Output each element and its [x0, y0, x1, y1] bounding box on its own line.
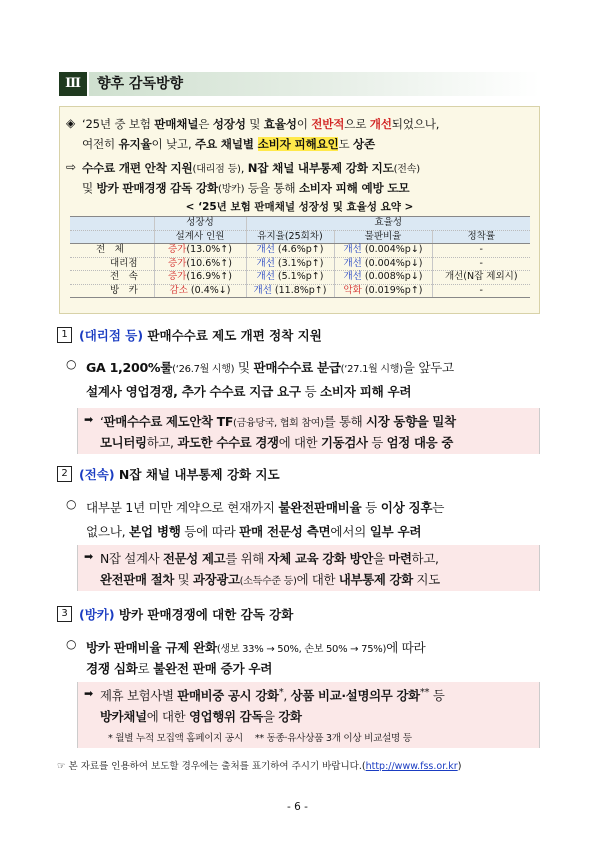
row-label: 대리점 — [70, 257, 154, 271]
arrow-icon: ➡ — [84, 413, 94, 426]
page-number: - 6 - — [287, 801, 308, 813]
group-header-efficiency: 효율성 — [246, 217, 530, 231]
action-line-1: ‘판매수수료 제도안착 TF(금융당국, 협회 참여)를 통해 시장 동향을 밀착 — [100, 414, 456, 429]
column-header: 물판비율 — [334, 230, 432, 244]
column-header: 정착률 — [432, 230, 530, 244]
table-row: 전 체 증가(13.0%↑) 개선 (4.6%p↑) 개선 (0.004%p↓) - — [70, 244, 530, 258]
row-label: 방 카 — [70, 284, 154, 298]
pointing-hand-icon: ☞ — [57, 761, 66, 772]
fss-website-link[interactable]: http://www.fss.or.kr — [365, 761, 458, 772]
item-2-paragraph-line-2: 없으나, 본업 병행 등에 따라 판매 전문성 측면에서의 일부 우려 — [86, 524, 422, 539]
item-1-paragraph-line-2: 설계사 영업경쟁, 추가 수수료 지급 요구 등 소비자 피해 우려 — [86, 384, 412, 399]
item-number-2: 2 — [57, 466, 72, 482]
table-row: 방 카 감소 (0.4%↓) 개선 (11.8%p↑) 악화 (0.019%p↑) - — [70, 284, 530, 298]
item-3-action-box — [77, 682, 540, 748]
section-title: 향후 감독방향 — [89, 72, 540, 96]
item-number-3: 3 — [57, 606, 72, 622]
table-header-row — [70, 230, 530, 244]
item-1-paragraph-line-1: GA 1,200%룰(‘26.7월 시행) 및 판매수수료 분급(‘27.1월 시행)을 앞두고 — [86, 360, 454, 375]
row-label: 전 속 — [70, 271, 154, 285]
table-group-header-row — [70, 217, 530, 231]
row-label: 전 체 — [70, 244, 154, 258]
table-row: 전 속 증가(16.9%↑) 개선 (5.1%p↑) 개선 (0.008%p↓) 개선(N잡 제외시) — [70, 271, 530, 285]
group-header-growth: 성장성 — [154, 217, 246, 231]
action-line-2: 완전판매 절차 및 과장광고(소득수준 등)에 대한 내부통제 강화 지도 — [100, 572, 440, 587]
action-footnote: * 월별 누적 모집액 홈페이지 공시 ** 동종·유사상품 3개 이상 비교설명 등 — [108, 733, 412, 744]
citation-note: ☞ 본 자료를 인용하여 보도할 경우에는 출처를 표기하여 주시기 바랍니다.(http://www.fss.or.kr) — [57, 761, 462, 772]
arrow-icon: ➡ — [84, 687, 94, 700]
action-line-2: 방카채널에 대한 영업행위 감독을 강화 — [100, 709, 302, 724]
item-1-heading: (대리점 등) 판매수수료 제도 개편 정착 지원 — [79, 328, 322, 343]
diamond-icon: ◈ — [66, 116, 76, 130]
bullet-icon: ○ — [66, 497, 77, 511]
summary-line-3: 수수료 개편 안착 지원(대리점 등), N잡 채널 내부통제 강화 지도(전속) — [82, 161, 420, 175]
action-line-2: 모니터링하고, 과도한 수수료 경쟁에 대한 기동검사 등 엄정 대응 중 — [100, 435, 454, 450]
item-2-heading: (전속) N잡 채널 내부통제 강화 지도 — [79, 467, 280, 482]
summary-line-4: 및 방카 판매경쟁 감독 강화(방카) 등을 통해 소비자 피해 예방 도모 — [82, 181, 410, 195]
summary-line-1: ‘25년 중 보험 판매채널은 성장성 및 효율성이 전반적으로 개선되었으나, — [82, 117, 440, 131]
action-line-1: N잡 설계사 전문성 제고를 위해 자체 교육 강화 방안을 마련하고, — [100, 551, 439, 566]
item-number-1: 1 — [57, 327, 72, 343]
item-1-action-box — [77, 408, 540, 454]
action-line-1: 제휴 보험사별 판매비중 공시 강화*, 상품 비교·설명의무 강화** 등 — [100, 686, 445, 703]
item-3-paragraph-line-2: 경쟁 심화로 불완전 판매 증가 우려 — [86, 661, 273, 676]
summary-box — [59, 106, 540, 314]
table-row: 대리점 증가(10.6%↑) 개선 (3.1%p↑) 개선 (0.004%p↓) - — [70, 257, 530, 271]
summary-line-2: 여전히 유지율이 낮고, 주요 채널별 소비자 피해요인도 상존 — [82, 137, 375, 151]
item-3-paragraph-line-1: 방카 판매비율 규제 완화(생보 33% → 50%, 손보 50% → 75%)에 따라 — [86, 640, 426, 655]
bullet-icon: ○ — [66, 357, 77, 371]
table-title: < ‘25년 보험 판매채널 성장성 및 효율성 요약 > — [185, 201, 414, 213]
item-2-action-box — [77, 545, 540, 591]
arrow-icon: ➡ — [84, 550, 94, 563]
section-number: Ⅲ — [59, 72, 87, 96]
column-header: 유지율(25회차) — [246, 230, 334, 244]
bullet-icon: ○ — [66, 637, 77, 651]
arrow-right-icon: ⇨ — [66, 160, 77, 174]
item-2-paragraph-line-1: 대부분 1년 미만 계약으로 현재까지 불완전판매비율 등 이상 징후는 — [86, 500, 445, 515]
column-header: 설계사 인원 — [154, 230, 246, 244]
item-3-heading: (방카) 방카 판매경쟁에 대한 감독 강화 — [79, 607, 294, 622]
summary-table — [70, 216, 530, 298]
